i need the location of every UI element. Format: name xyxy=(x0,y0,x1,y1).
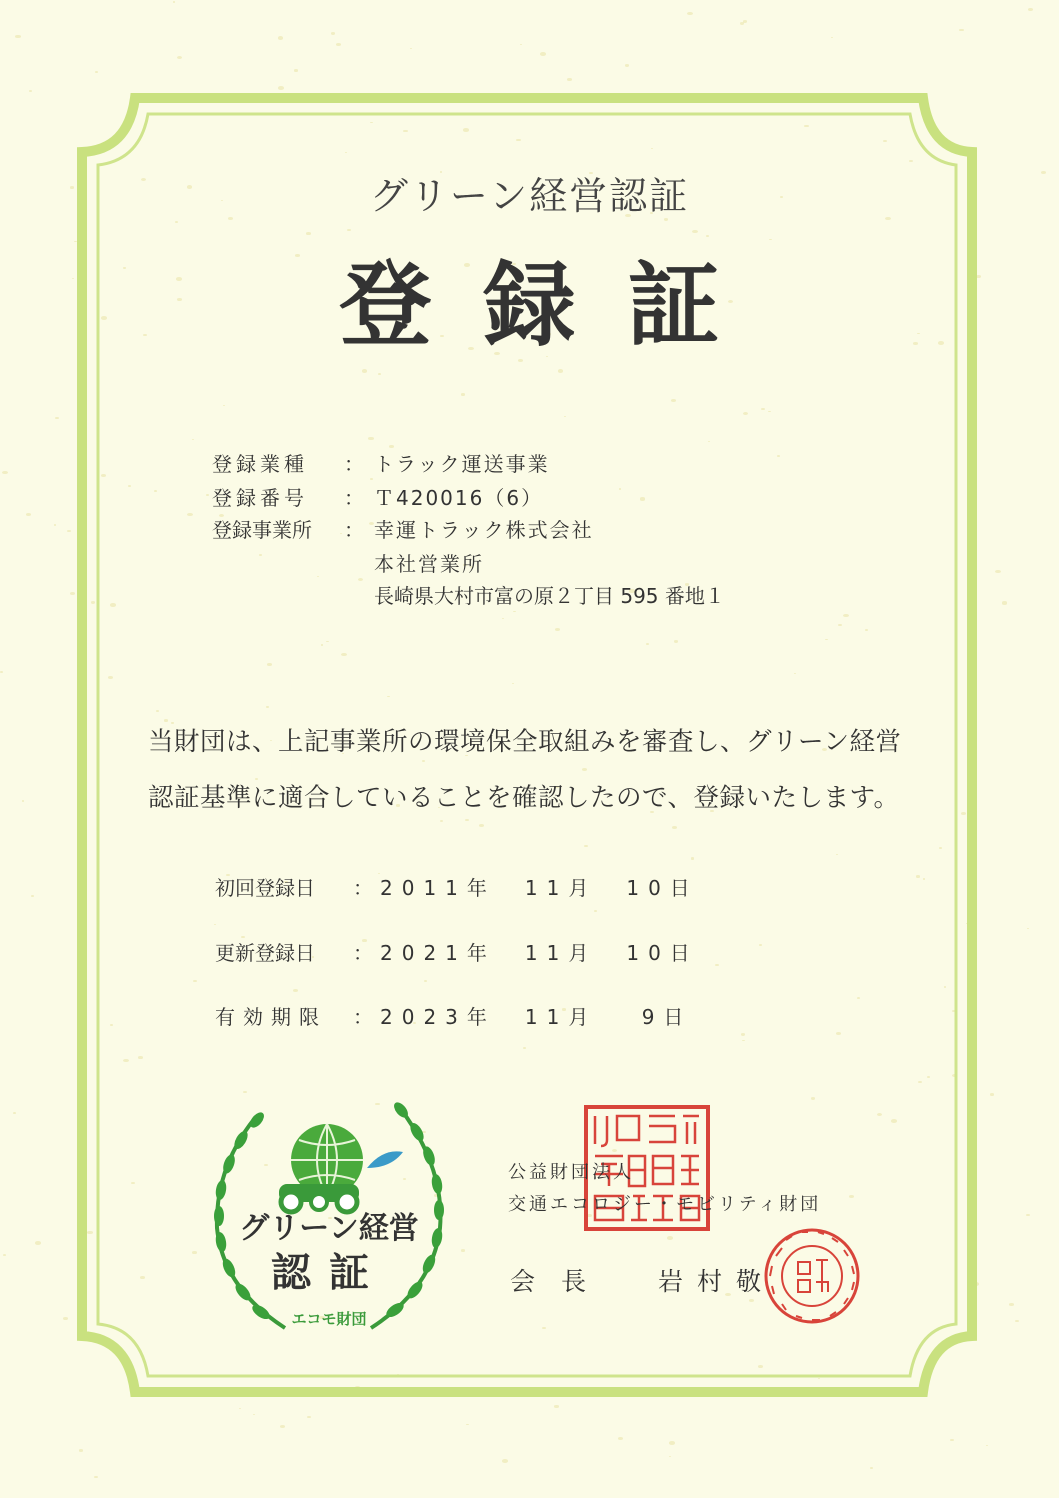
field-colon: ： xyxy=(344,452,364,476)
date-colon: ： xyxy=(353,876,373,900)
date-value: 2011年 11月 10日 xyxy=(380,876,699,900)
signatory-role: 会長 xyxy=(510,1267,613,1296)
statement-line: 認証基準に適合していることを確認したので、登録いたします。 xyxy=(148,783,900,813)
certification-statement xyxy=(148,714,928,826)
logo-text-certification: 認証 xyxy=(271,1250,387,1296)
field-label: 登録番号 xyxy=(212,486,308,510)
field-colon: ： xyxy=(344,518,364,542)
certificate-title: 登録証 xyxy=(339,252,772,359)
field-label: 登録業種 xyxy=(212,452,308,476)
round-seal-stamp xyxy=(762,1226,862,1326)
leaf-icon xyxy=(367,1151,403,1168)
date-colon: ： xyxy=(353,941,373,965)
logo-text-foundation: エコモ財団 xyxy=(291,1310,367,1328)
certificate-subtitle: グリーン経営認証 xyxy=(369,174,690,218)
date-value: 2021年 11月 10日 xyxy=(380,941,699,965)
field-value: トラック運送事業 xyxy=(374,452,550,476)
field-value: 長崎県大村市富の原２丁目 595 番地１ xyxy=(374,584,725,608)
car-icon xyxy=(279,1184,359,1212)
date-colon: ： xyxy=(353,1005,373,1029)
logo-text-main: グリーン経営 xyxy=(239,1211,419,1246)
field-value: Ｔ420016（6） xyxy=(374,486,544,510)
issuer-org-type: 公益財団法人 xyxy=(508,1162,634,1183)
signatory-name: 岩村敬 xyxy=(658,1267,776,1296)
date-label: 初回登録日 xyxy=(215,876,315,900)
field-value: 幸運トラック株式会社 xyxy=(374,518,594,542)
field-colon: ： xyxy=(344,486,364,510)
issuer-org-name: 交通エコロジー・モビリティ財団 xyxy=(508,1194,822,1215)
field-value: 本社営業所 xyxy=(374,552,484,576)
statement-line: 当財団は、上記事業所の環境保全取組みを審査し、グリーン経営 xyxy=(148,727,902,757)
field-label: 登録事業所 xyxy=(212,518,312,542)
date-label: 有効期限 xyxy=(215,1005,327,1029)
date-label: 更新登録日 xyxy=(215,941,315,965)
date-value: 2023年 11月 9日 xyxy=(380,1005,693,1029)
green-management-logo xyxy=(195,1088,465,1348)
